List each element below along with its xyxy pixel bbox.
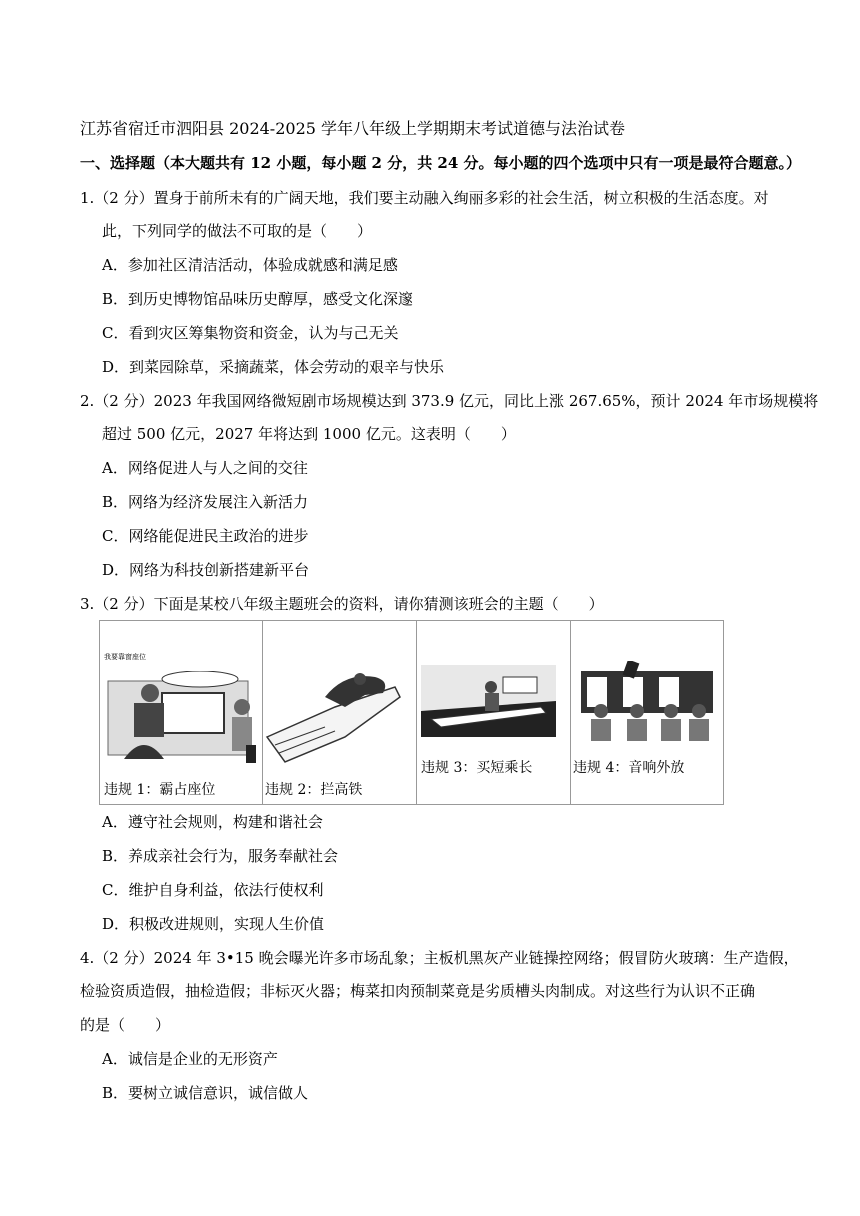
speech-bubble-text: 我要靠窗座位	[104, 653, 146, 661]
image-caption-3: 违规 3：买短乘长	[421, 760, 533, 776]
question-4-line-1: 4.（2 分）2024 年 3•15 晚会曝光许多市场乱象；主板机黑灰产业链操控网络；假冒防火玻璃：生产造假，	[80, 949, 799, 967]
exam-title: 江苏省宿迁市泗阳县 2024-2025 学年八年级上学期期末考试道德与法治试卷	[80, 119, 626, 138]
short-ticket-illustration	[421, 661, 556, 741]
image-caption-1: 违规 1：霸占座位	[104, 782, 216, 798]
question-1-option-d: D．到菜园除草，采摘蔬菜，体会劳动的艰辛与快乐	[102, 358, 445, 376]
question-3-line-1: 3.（2 分）下面是某校八年级主题班会的资料，请你猜测该班会的主题（ ）	[80, 595, 604, 613]
question-1-line-2: 此，下列同学的做法不可取的是（ ）	[102, 222, 373, 240]
question-3-option-b: B．养成亲社会行为，服务奉献社会	[102, 847, 339, 865]
question-3-option-a: A．遵守社会规则，构建和谐社会	[102, 813, 323, 831]
question-2-option-c: C．网络能促进民主政治的进步	[102, 527, 309, 545]
image-caption-2: 违规 2：拦高铁	[265, 782, 363, 798]
question-2-option-d: D．网络为科技创新搭建新平台	[102, 561, 310, 579]
question-3-image-table	[99, 620, 724, 805]
image-cell-2	[263, 621, 417, 804]
train-blocking-illustration	[265, 667, 405, 767]
image-cell-4	[571, 621, 723, 804]
image-caption-4: 违规 4：音响外放	[573, 760, 685, 776]
question-2-line-1: 2.（2 分）2023 年我国网络微短剧市场规模达到 373.9 亿元，同比上涨 267.65%，预计 2024 年市场规模将	[80, 392, 819, 410]
question-4-option-b: B．要树立诚信意识，诚信做人	[102, 1084, 309, 1102]
question-2-option-b: B．网络为经济发展注入新活力	[102, 493, 309, 511]
question-3-option-d: D．积极改进规则，实现人生价值	[102, 915, 325, 933]
question-1-line-1: 1.（2 分）置身于前所未有的广阔天地，我们要主动融入绚丽多彩的社会生活，树立积极的生活态度。对	[80, 189, 769, 207]
question-1-option-c: C．看到灾区筹集物资和资金，认为与己无关	[102, 324, 399, 342]
question-4-option-a: A．诚信是企业的无形资产	[102, 1050, 278, 1068]
loud-speaker-illustration	[577, 661, 717, 751]
question-1-option-b: B．到历史博物馆品味历史醇厚，感受文化深邃	[102, 290, 414, 308]
seat-hogging-illustration	[104, 671, 259, 771]
question-2-option-a: A．网络促进人与人之间的交往	[102, 459, 308, 477]
question-4-line-3: 的是（ ）	[80, 1016, 171, 1034]
question-3-option-c: C．维护自身利益，依法行使权利	[102, 881, 324, 899]
section-heading: 一、选择题（本大题共有 12 小题，每小题 2 分，共 24 分。每小题的四个选项中只有一项是最符合题意。）	[80, 154, 802, 172]
image-cell-1	[100, 621, 263, 804]
question-2-line-2: 超过 500 亿元，2027 年将达到 1000 亿元。这表明（ ）	[102, 425, 516, 443]
question-1-option-a: A．参加社区清洁活动，体验成就感和满足感	[102, 256, 398, 274]
image-cell-3	[417, 621, 571, 804]
question-4-line-2: 检验资质造假，抽检造假；非标灭火器；梅菜扣肉预制菜竟是劣质槽头肉制成。对这些行为认识不正确	[80, 982, 756, 1000]
